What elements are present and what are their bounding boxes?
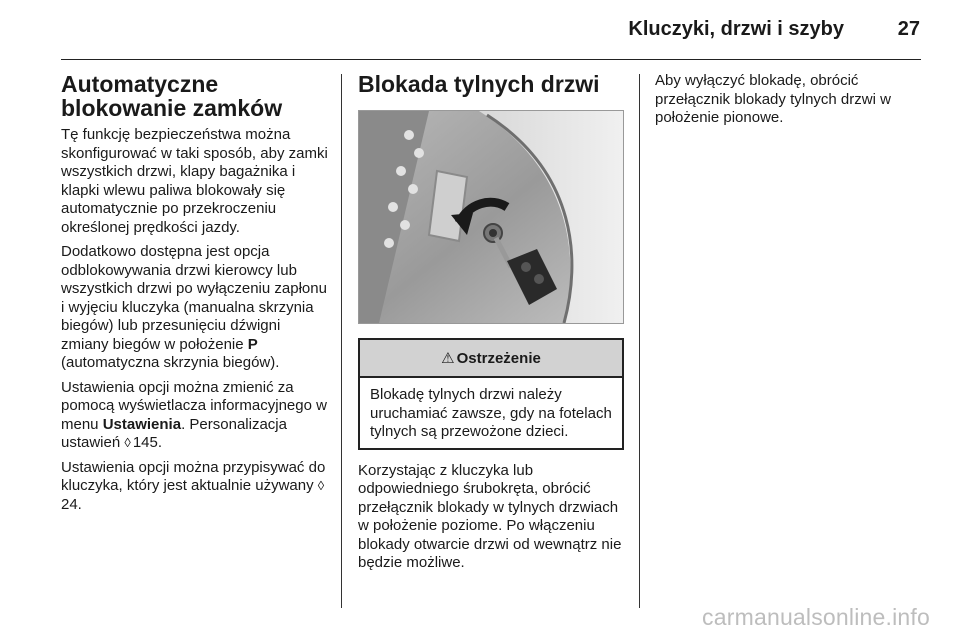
page-number: 27 xyxy=(897,18,920,40)
menu-name-ustawienia: Ustawienia xyxy=(102,415,182,433)
gear-position-p: P xyxy=(247,335,258,353)
paragraph-settings-menu: Ustawienia opcji można zmienić za pomocą wyświetlacza informacyjnego w menu Ustawienia. Personalizacja ustawień ◊ 145. xyxy=(61,378,327,451)
section-heading-child-lock: Blokada tylnych drzwi xyxy=(358,71,600,97)
page-reference-icon: ◊ xyxy=(317,478,325,493)
child-lock-photo xyxy=(358,110,624,324)
watermark: carmanualsonline.info xyxy=(702,604,930,630)
column-divider-1 xyxy=(341,74,342,608)
warning-box xyxy=(358,338,624,450)
column-divider-2 xyxy=(639,74,640,608)
section-heading-auto-locking: Automatyczne blokowanie zamków xyxy=(61,71,283,121)
column-child-lock xyxy=(358,72,624,579)
column-auto-locking xyxy=(61,72,329,520)
paragraph-child-lock-activate: Korzystając z kluczyka lub odpowiedniego śrubokręta, obrócić przełącznik blokady w tylnych drzwiach w położenie poziome. Po włączeniu blokady otwarcie drzwi od wewnątrz nie będzie możliwe. xyxy=(358,461,622,571)
page-reference-icon: ◊ xyxy=(124,435,131,450)
door-lock-illustration xyxy=(359,111,623,323)
paragraph-auto-locking-intro: Tę funkcję bezpieczeństwa można skonfigurować w taki sposób, aby zamki wszystkich drzwi, klapy bagażnika i klapki wlewu paliwa blokowały się automatycznie po przekroczeniu określonej prędkości jazdy. xyxy=(61,126,328,236)
page-reference-24[interactable]: 24. xyxy=(61,495,82,513)
paragraph-child-lock-deactivate: Aby wyłączyć blokadę, obrócić przełącznik blokady tylnych drzwi w położenie pionowe. xyxy=(655,72,891,126)
header-divider xyxy=(61,59,921,60)
paragraph-key-assignment: Ustawienia opcji można przypisywać do kluczyka, który jest aktualnie używany ◊24. xyxy=(61,458,326,513)
warning-header xyxy=(360,340,622,378)
paragraph-unlock-option: Dodatkowo dostępna jest opcja odblokowywania drzwi kierowcy lub wszystkich drzwi po wyłączeniu zapłonu i wyjęciu kluczyka (manualna skrzynia biegów) lub przesunięciu dźwigni zmiany biegów w położenie P (automatyczna skrzynia biegów). xyxy=(61,243,327,371)
warning-title: Ostrzeżenie xyxy=(456,349,541,367)
warning-text: Blokadę tylnych drzwi należy uruchamiać zawsze, gdy na fotelach tylnych są przewożone dzieci. xyxy=(370,386,612,440)
column-child-lock-continued xyxy=(655,72,921,134)
page-reference-145[interactable]: 145. xyxy=(132,434,163,451)
warning-icon: ⚠ xyxy=(441,350,455,367)
page-header-title: Kluczyki, drzwi i szyby xyxy=(628,18,844,40)
